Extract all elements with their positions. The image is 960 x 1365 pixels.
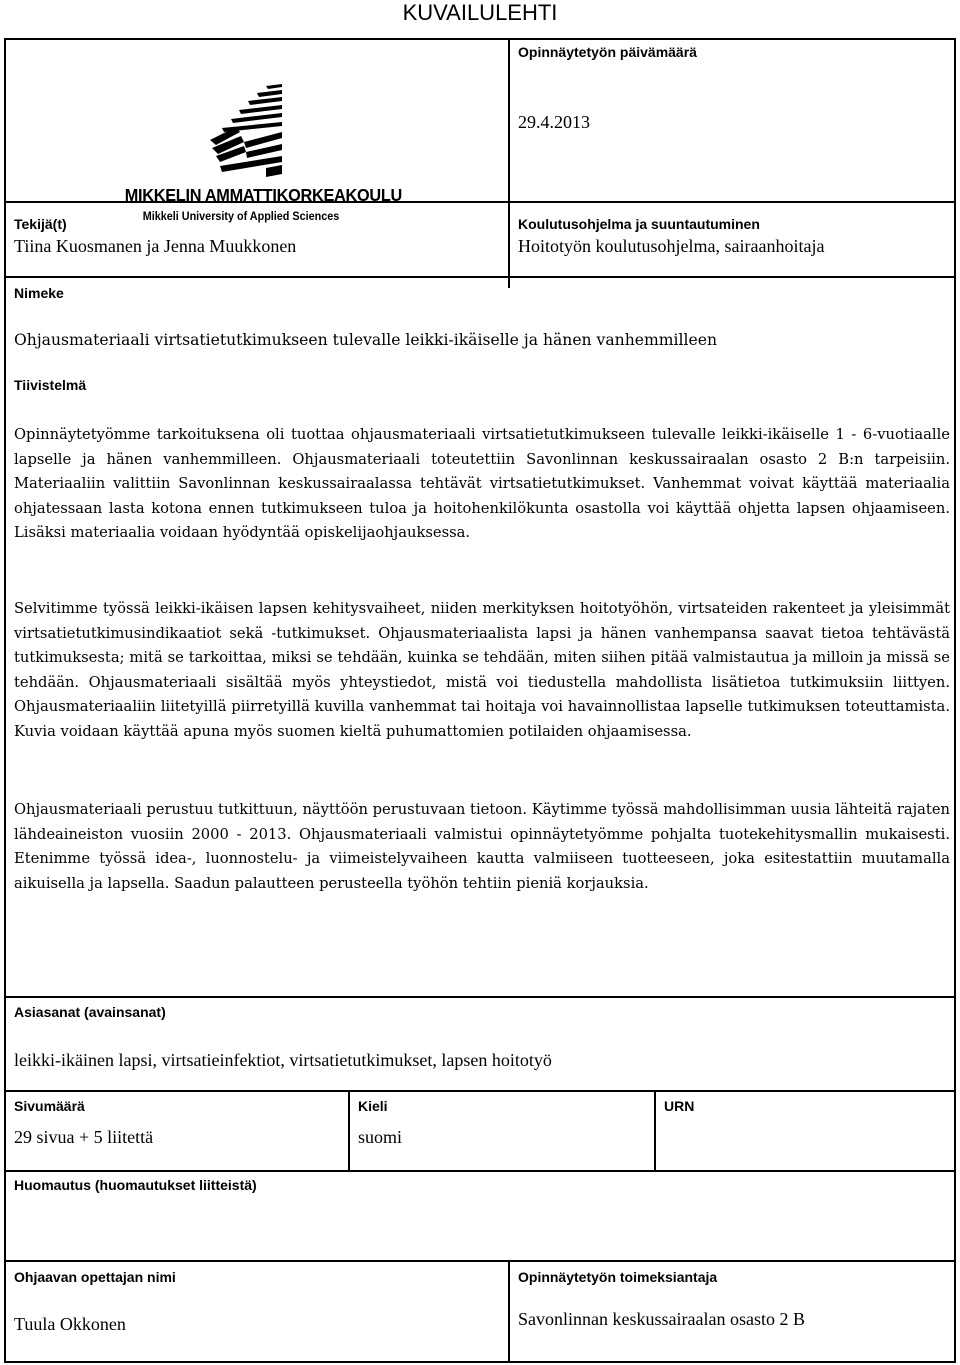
commissioner-label: Opinnäytetyön toimeksiantaja: [518, 1269, 718, 1285]
authors-label: Tekijä(t): [14, 216, 67, 232]
abstract-paragraph: Opinnäytetyömme tarkoituksena oli tuottaa ohjausmateriaali virtsatietutkimukseen tulevalle leikki-ikäiselle 1 - 6-vuotiaalle lapselle ja hänen vanhemmilleen. Ohjausmateriaali toteutettiin Savonlinnan keskussairaalan osasto 2 B:n tarpeisiin. Materiaaliin valittiin Savonlinnan keskussairaalassa tehtävät virtsatietutkimukset. Vanhemmat voivat käyttää materiaalia ohjatessaan lasta kotona ennen tutkimukseen tuloa ja hoitohenkilökunta osastolla voi käyttää ohjetta lapsen ohjaamiseen. Lisäksi materiaalia voidaan hyödyntää opiskelijaohjauksessa.: [14, 426, 950, 542]
divider: [6, 1170, 954, 1172]
logo-name: MIKKELIN AMMATTIKORKEAKOULU: [124, 185, 403, 205]
language-value: suomi: [358, 1127, 403, 1147]
pages-value: 29 sivua + 5 liitettä: [14, 1127, 154, 1147]
divider: [508, 40, 510, 288]
supervisor-value: Tuula Okkonen: [14, 1314, 126, 1334]
supervisor-label: Ohjaavan opettajan nimi: [14, 1269, 176, 1285]
language-label: Kieli: [358, 1098, 388, 1114]
abstract-label: Tiivistelmä: [14, 377, 87, 393]
divider: [6, 1260, 954, 1262]
divider: [6, 276, 954, 278]
programme-label: Koulutusohjelma ja suuntautuminen: [518, 216, 760, 232]
description-form: [4, 38, 956, 1363]
urn-label: URN: [664, 1098, 695, 1114]
keywords-label: Asiasanat (avainsanat): [14, 1004, 166, 1020]
commissioner-value: Savonlinnan keskussairaalan osasto 2 B: [518, 1309, 805, 1329]
document-title: KUVAILULEHTI: [402, 0, 558, 25]
title-label: Nimeke: [14, 285, 64, 301]
abstract-paragraph: Selvitimme työssä leikki-ikäisen lapsen kehitysvaiheet, niiden merkityksen hoitotyöhön, virtsateiden rakenteet ja yleisimmät virtsatietutkimusindikaatiot sekä -tutkimukset. Ohjausmateriaalista lapsi ja hänen vanhempansa saavat tietoa tehtävästä tutkimuksesta; mitä se tarkoittaa, miksi se tehdään, kuinka se tehdään, miten siihen pitää valmistautua ja milloin ja missä se tehdään. Ohjausmateriaali sisältää myös yhteystiedot, mistä voi tiedustella mahdollista lisätietoa tutkimuksiin liittyen. Ohjausmateriaaliin liitetyillä piirretyillä kuvilla vanhemmat tai hoitaja voi havainnollistaa lapselle tutkimuksen toteuttamista. Kuvia voidaan käyttää apuna myös suomen kieltä puhumattomien potilaiden ohjaamisessa.: [14, 600, 950, 740]
date-value: 29.4.2013: [518, 112, 590, 132]
authors-value: Tiina Kuosmanen ja Jenna Muukkonen: [14, 236, 297, 256]
divider: [508, 1260, 510, 1363]
logo-subtitle: Mikkeli University of Applied Sciences: [142, 209, 340, 223]
keywords-value: leikki-ikäinen lapsi, virtsatieinfektiot, virtsatietutkimukset, lapsen hoitotyö: [14, 1050, 552, 1070]
divider: [6, 1090, 954, 1092]
pages-label: Sivumäärä: [14, 1098, 85, 1114]
programme-value: Hoitotyön koulutusohjelma, sairaanhoitaja: [518, 236, 825, 256]
divider: [348, 1090, 350, 1170]
abstract-paragraph: Ohjausmateriaali perustuu tutkittuun, näyttöön perustuvaan tietoon. Käytimme työssä mahdollisimman uusia lähteitä rajaten lähdeaineiston vuosiin 2000 - 2013. Ohjausmateriaali valmistui opinnäytetyömme pohjalta tuotekehitysmallin mukaisesti. Etenimme työssä idea-, luonnostelu- ja viimeistelyvaiheen kautta valmiiseen tuotteeseen, joka esitestattiin muutamalla aikuisella ja lapsella. Saadun palautteen perusteella työhön tehtiin pieniä korjauksia.: [14, 801, 950, 892]
stacked-book-pages-icon: [116, 82, 366, 182]
date-label: Opinnäytetyön päivämäärä: [518, 44, 697, 60]
divider: [6, 996, 954, 998]
university-logo: [116, 82, 403, 232]
notes-label: Huomautus (huomautukset liitteistä): [14, 1177, 257, 1193]
divider: [654, 1090, 656, 1170]
thesis-title: Ohjausmateriaali virtsatietutkimukseen tulevalle leikki-ikäiselle ja hänen vanhemmilleen: [14, 331, 718, 349]
